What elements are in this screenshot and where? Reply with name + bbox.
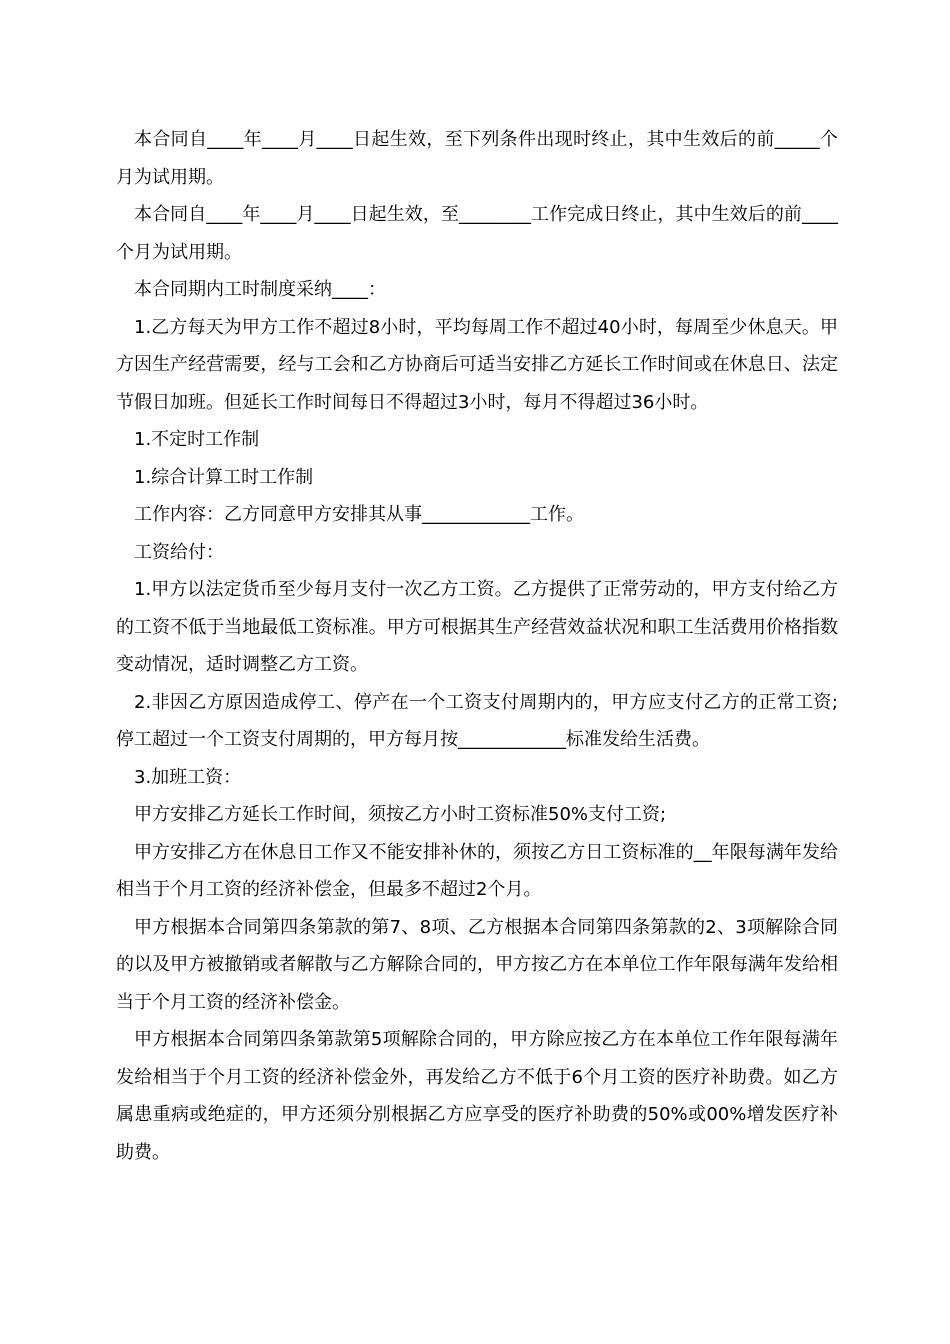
- paragraph-wage-payment-2: 2.非因乙方原因造成停工、停产在一个工资支付周期内的，甲方应支付乙方的正常工资;停工超过一个工资支付周期的，甲方每月按____________标准发给生活费。: [116, 691, 838, 750]
- document-body: [116, 121, 838, 1171]
- paragraph-standard-hours: 1.乙方每天为甲方工作不超过8小时，平均每周工作不超过40小时，每周至少休息天。甲方因生产经营需要，经与工会和乙方协商后可适当安排乙方延长工作时间或在休息日、法定节假日加班。但延长工作时间每日不得超过3小时，每月不得超过36小时。: [116, 316, 838, 413]
- paragraph-wage-payment-1: 1.甲方以法定货币至少每月支付一次乙方工资。乙方提供了正常劳动的，甲方支付给乙方的工资不低于当地最低工资标准。甲方可根据其生产经营效益状况和职工生活费用价格指数变动情况，适时调整乙方工资。: [116, 579, 838, 675]
- paragraph-overtime-heading: 3.加班工资：: [134, 766, 242, 788]
- paragraph-overtime-extended: 甲方安排乙方延长工作时间，须按乙方小时工资标准50%支付工资;: [134, 804, 667, 825]
- paragraph-comprehensive-hours: 1.综合计算工时工作制: [134, 466, 314, 488]
- paragraph-contract-effective-task: 本合同自____年____月____日起生效，至________工作完成日终止，其中生效后的前____个月为试用期。: [116, 204, 838, 263]
- paragraph-working-hours-system: 本合同期内工时制度采纳____：: [134, 279, 386, 300]
- paragraph-contract-effective-probation: 本合同自____年____月____日起生效，至下列条件出现时终止，其中生效后的前_____个月为试用期。: [116, 129, 838, 188]
- paragraph-flexible-hours: 1.不定时工作制: [134, 429, 260, 450]
- paragraph-compensation-termination: 甲方根据本合同第四条第款的第7、8项、乙方根据本合同第四条第款的2、3项解除合同的以及甲方被撤销或者解散与乙方解除合同的，甲方按乙方在本单位工作年限每满年发给相当于个月工资的经济补偿金。: [116, 916, 838, 1013]
- paragraph-wage-payment-heading: 工资给付：: [134, 541, 224, 563]
- paragraph-overtime-rest-day: 甲方安排乙方在休息日工作又不能安排补休的，须按乙方日工资标准的__年限每满年发给相当于个月工资的经济补偿金，但最多不超过2个月。: [116, 841, 838, 900]
- paragraph-job-content: 工作内容：乙方同意甲方安排其从事____________工作。: [134, 504, 584, 525]
- paragraph-medical-subsidy: 甲方根据本合同第四条第款第5项解除合同的，甲方除应按乙方在本单位工作年限每满年发给相当于个月工资的经济补偿金外，再发给乙方不低于6个月工资的医疗补助费。如乙方属患重病或绝症的，甲方还须分别根据乙方应享受的医疗补助费的50%或00%增发医疗补助费。: [116, 1029, 838, 1163]
